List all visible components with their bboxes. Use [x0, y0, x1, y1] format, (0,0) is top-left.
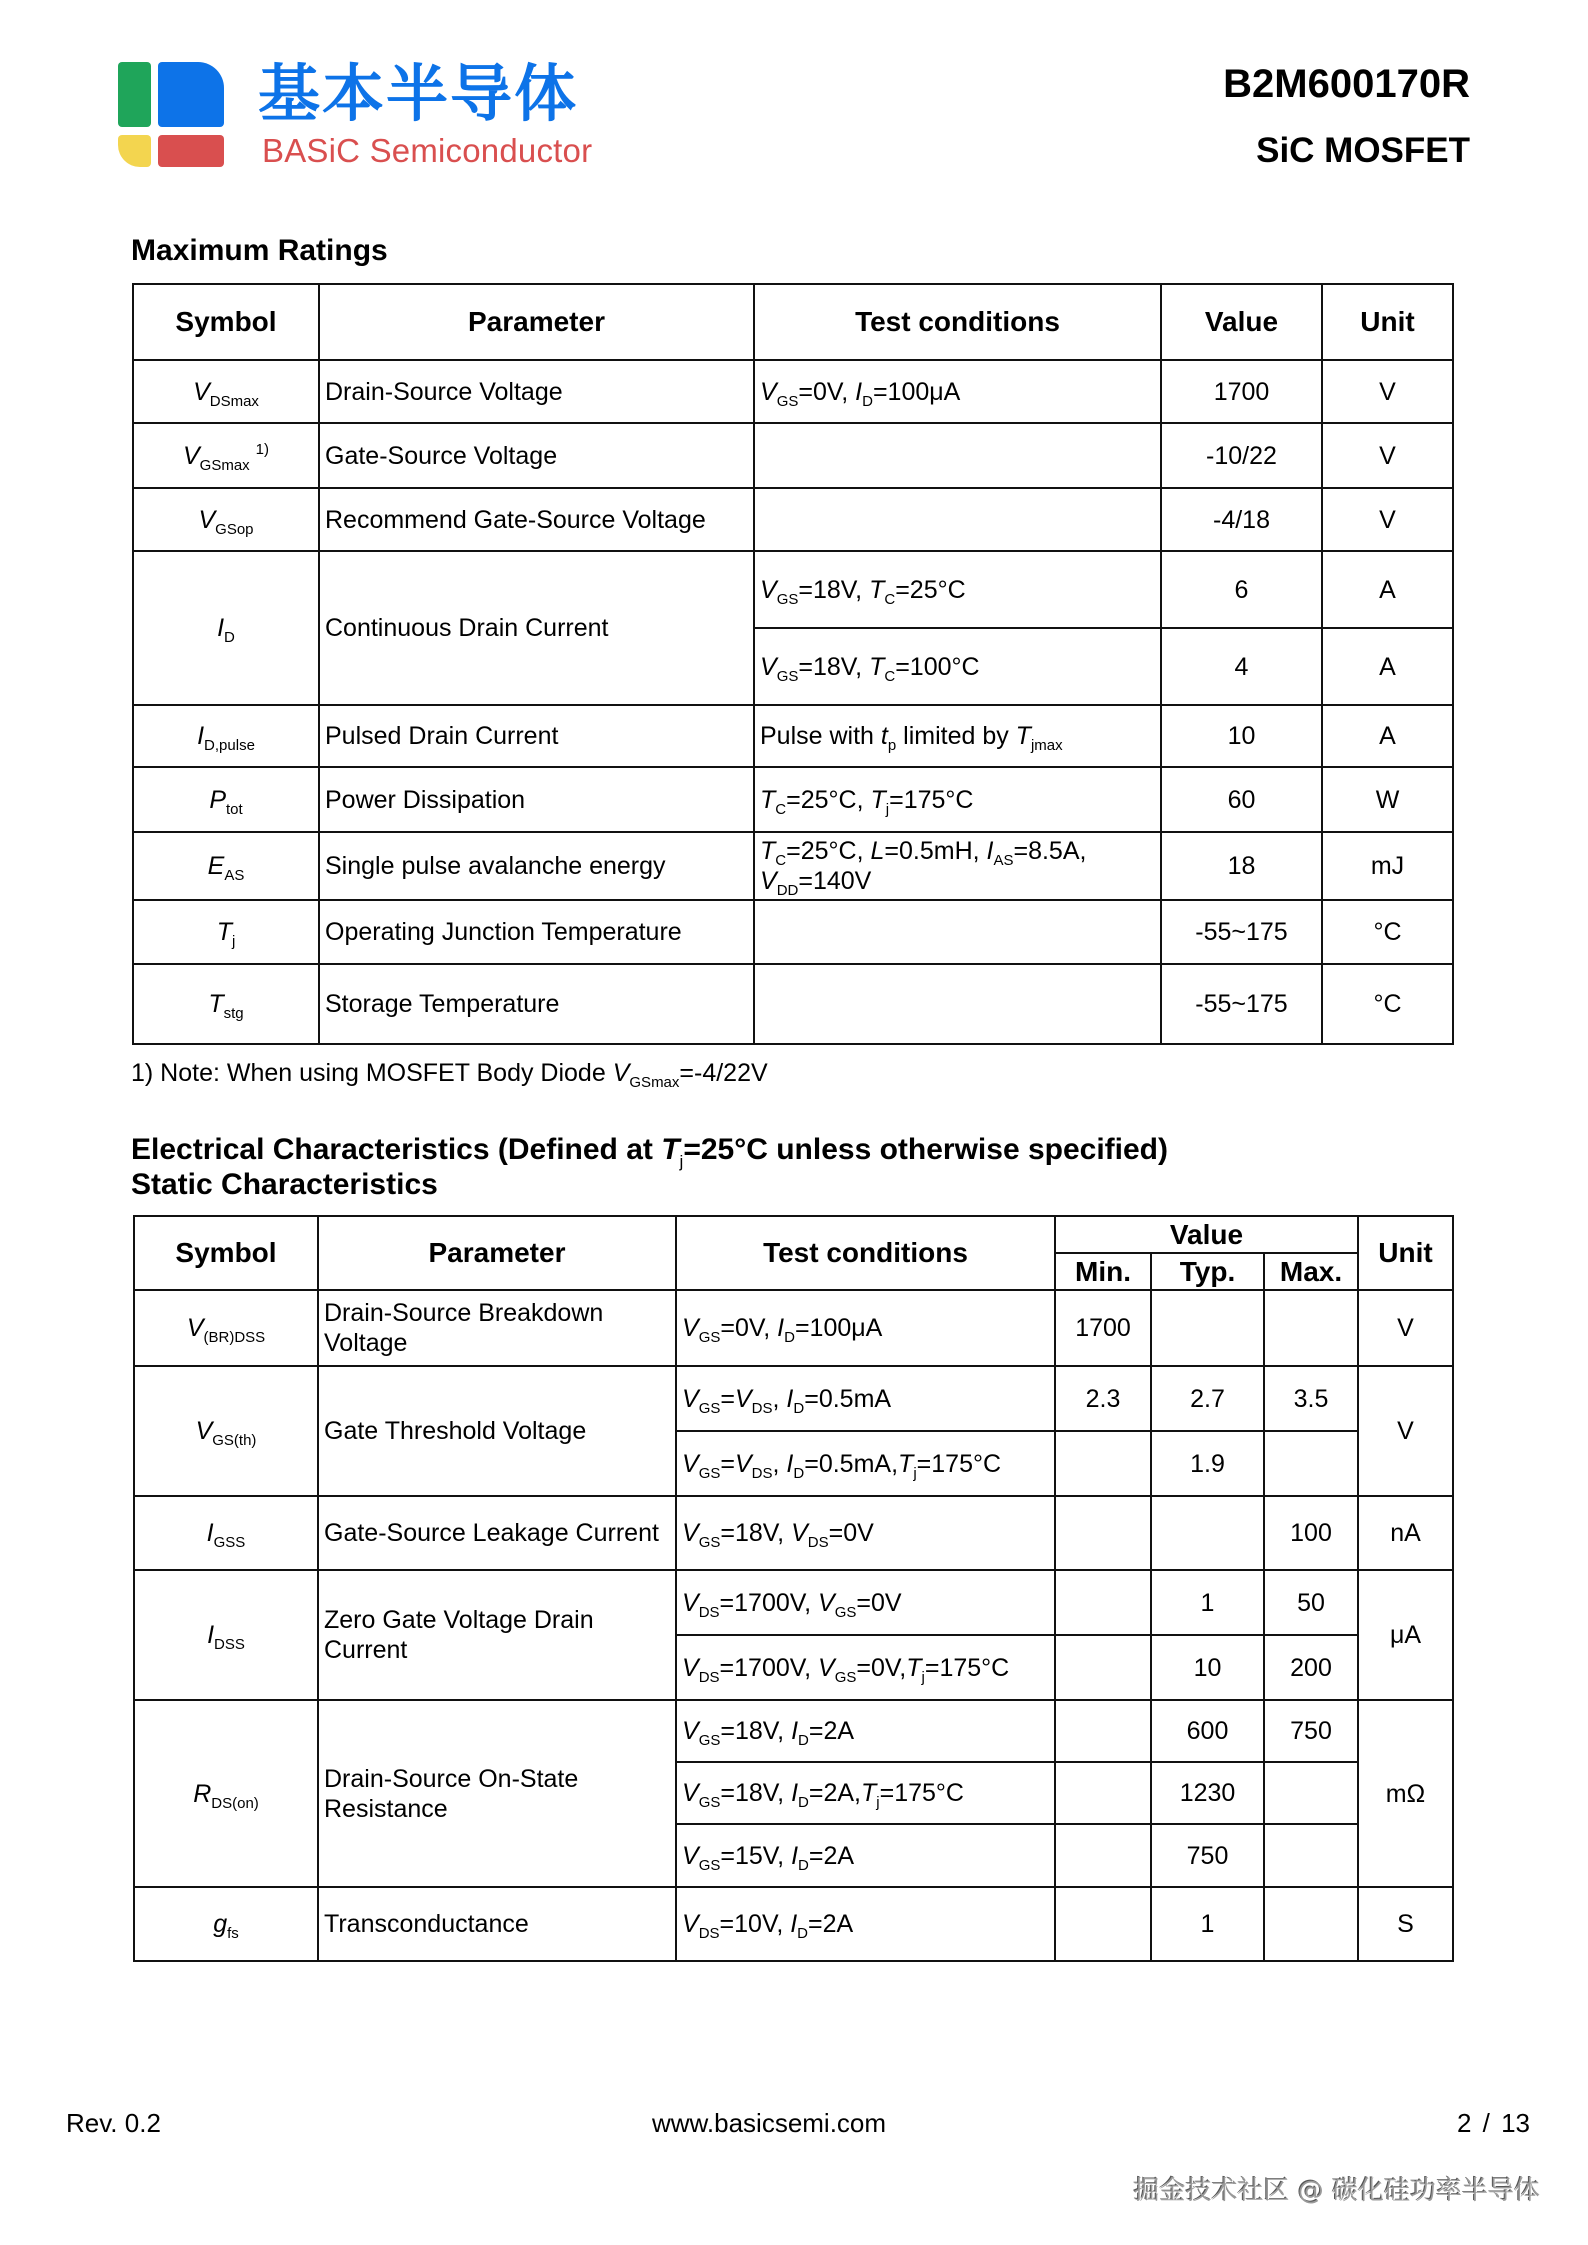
table-row [133, 360, 1453, 423]
table-row [134, 1570, 1453, 1635]
parameter-cell: Zero Gate Voltage Drain Current [318, 1570, 676, 1700]
conditions-cell: $V_{GS}=18V$, $T_C=25^\circ C$ [754, 551, 1161, 628]
min-cell [1055, 1762, 1151, 1824]
max-cell: 750 [1264, 1700, 1358, 1762]
unit-cell: mJ [1322, 832, 1453, 900]
unit-cell: V [1322, 360, 1453, 423]
min-cell: 2.3 [1055, 1366, 1151, 1431]
col-header-test-conditions: Test conditions [676, 1216, 1055, 1290]
logo-english-name: BASiC Semiconductor [262, 132, 593, 169]
symbol-cell: $R_{DS(on)}$ [134, 1700, 318, 1887]
table-row [134, 1887, 1453, 1961]
value-cell: -10/22 [1161, 423, 1322, 488]
conditions-cell: $T_C=25^\circ C$, L=0.5mH, $I_{AS}=8.5A$, $V_{DD}=140V$ [754, 832, 1161, 900]
static-characteristics-subtitle: Static Characteristics [131, 1168, 438, 1201]
page-number: 2 / 13 [1456, 2108, 1530, 2138]
typ-cell: 2.7 [1151, 1366, 1264, 1431]
conditions-cell: $V_{GS}=0V$, $I_D=100\mu A$ [754, 360, 1161, 423]
logo-blue-block-icon [158, 62, 224, 127]
symbol-cell: $V_{DSmax}$ [133, 360, 319, 423]
max-cell: 50 [1264, 1570, 1358, 1635]
parameter-cell: Operating Junction Temperature [319, 900, 754, 964]
min-cell [1055, 1570, 1151, 1635]
max-ratings-table [132, 283, 1454, 1045]
col-header-unit: Unit [1322, 284, 1453, 360]
max-cell: 100 [1264, 1496, 1358, 1570]
unit-cell: °C [1322, 964, 1453, 1044]
conditions-cell: $V_{GS}=V_{DS}$, $I_D=0.5mA$ [676, 1366, 1055, 1431]
table-row [134, 1700, 1453, 1762]
watermark: 掘金技术社区 @ 碳化硅功率半导体 [1133, 2176, 1540, 2206]
col-header-symbol: Symbol [133, 284, 319, 360]
conditions-cell: $V_{GS}=18V$, $I_D=2A,T_j=175^\circ C$ [676, 1762, 1055, 1824]
typ-cell: 1 [1151, 1887, 1264, 1961]
max-cell [1264, 1762, 1358, 1824]
unit-cell: W [1322, 767, 1453, 832]
max-cell [1264, 1824, 1358, 1887]
min-cell [1055, 1824, 1151, 1887]
value-cell: 18 [1161, 832, 1322, 900]
value-cell: 10 [1161, 705, 1322, 767]
electrical-characteristics-title: Electrical Characteristics (Defined at $T_j=25^\circ C$ unless otherwise specified) [131, 1133, 1169, 1171]
unit-cell: nA [1358, 1496, 1453, 1570]
table-row [133, 551, 1453, 628]
symbol-cell: $P_{tot}$ [133, 767, 319, 832]
unit-cell: V [1322, 423, 1453, 488]
part-number: B2M600170R [1223, 62, 1470, 106]
min-cell: 1700 [1055, 1290, 1151, 1366]
symbol-cell: $V_{(BR)DSS}$ [134, 1290, 318, 1366]
value-cell: 4 [1161, 628, 1322, 705]
logo-yellow-block-icon [118, 135, 151, 167]
table-row [133, 488, 1453, 551]
parameter-cell: Recommend Gate-Source Voltage [319, 488, 754, 551]
min-cell [1055, 1700, 1151, 1762]
unit-cell: V [1358, 1366, 1453, 1496]
table-row [134, 1496, 1453, 1570]
table-row [133, 705, 1453, 767]
col-header-value: Value [1161, 284, 1322, 360]
conditions-cell [754, 900, 1161, 964]
col-header-min: Min. [1055, 1253, 1151, 1290]
parameter-cell: Storage Temperature [319, 964, 754, 1044]
conditions-cell: $V_{GS}=V_{DS}$, $I_D=0.5mA,T_j=175^\circ C$ [676, 1431, 1055, 1496]
symbol-cell: $V_{GS(th)}$ [134, 1366, 318, 1496]
company-logo [0, 0, 600, 180]
col-header-unit: Unit [1358, 1216, 1453, 1290]
table-row [134, 1366, 1453, 1431]
conditions-cell: $V_{DS}=1700V$, $V_{GS}=0V$ [676, 1570, 1055, 1635]
max-ratings-title: Maximum Ratings [131, 234, 388, 267]
parameter-cell: Gate-Source Leakage Current [318, 1496, 676, 1570]
conditions-cell: Pulse with $t_p$ limited by $T_{jmax}$ [754, 705, 1161, 767]
value-cell: -55~175 [1161, 964, 1322, 1044]
table-header-row [134, 1216, 1453, 1253]
parameter-cell: Drain-Source Breakdown Voltage [318, 1290, 676, 1366]
col-header-parameter: Parameter [318, 1216, 676, 1290]
symbol-cell: $I_{GSS}$ [134, 1496, 318, 1570]
parameter-cell: Gate Threshold Voltage [318, 1366, 676, 1496]
conditions-cell: $V_{GS}=0V$, $I_D=100\mu A$ [676, 1290, 1055, 1366]
website-link[interactable]: www.basicsemi.com [652, 2108, 887, 2138]
typ-cell: 1230 [1151, 1762, 1264, 1824]
symbol-cell: $V_{GSop}$ [133, 488, 319, 551]
typ-cell: 10 [1151, 1635, 1264, 1700]
conditions-cell: $V_{DS}=10V$, $I_D=2A$ [676, 1887, 1055, 1961]
typ-cell: 600 [1151, 1700, 1264, 1762]
table-row [133, 900, 1453, 964]
typ-cell: 1.9 [1151, 1431, 1264, 1496]
logo-green-block-icon [118, 62, 151, 127]
col-header-parameter: Parameter [319, 284, 754, 360]
typ-cell [1151, 1290, 1264, 1366]
parameter-cell: Drain-Source On-State Resistance [318, 1700, 676, 1887]
unit-cell: A [1322, 628, 1453, 705]
parameter-cell: Transconductance [318, 1887, 676, 1961]
unit-cell: °C [1322, 900, 1453, 964]
min-cell [1055, 1431, 1151, 1496]
symbol-cell: $V_{GSmax}^{1)}$ [133, 423, 319, 488]
conditions-cell: $V_{GS}=15V$, $I_D=2A$ [676, 1824, 1055, 1887]
conditions-cell: $V_{GS}=18V$, $V_{DS}=0V$ [676, 1496, 1055, 1570]
revision-label: Rev. 0.2 [66, 2108, 161, 2138]
conditions-cell [754, 488, 1161, 551]
max-cell [1264, 1431, 1358, 1496]
logo-red-block-icon [158, 135, 224, 167]
unit-cell: V [1358, 1290, 1453, 1366]
unit-cell: mΩ [1358, 1700, 1453, 1887]
value-cell: 1700 [1161, 360, 1322, 423]
max-cell [1264, 1887, 1358, 1961]
logo-chinese-name: 基本半导体 [258, 57, 579, 130]
conditions-cell: $V_{GS}=18V$, $I_D=2A$ [676, 1700, 1055, 1762]
value-cell: -55~175 [1161, 900, 1322, 964]
typ-cell: 750 [1151, 1824, 1264, 1887]
unit-cell: S [1358, 1887, 1453, 1961]
conditions-cell: $T_C=25^\circ C$, $T_j=175^\circ C$ [754, 767, 1161, 832]
col-header-max: Max. [1264, 1253, 1358, 1290]
conditions-cell: $V_{GS}=18V$, $T_C=100^\circ C$ [754, 628, 1161, 705]
value-cell: 60 [1161, 767, 1322, 832]
col-header-symbol: Symbol [134, 1216, 318, 1290]
table-row [133, 423, 1453, 488]
symbol-cell: $I_{D,pulse}$ [133, 705, 319, 767]
unit-cell: A [1322, 705, 1453, 767]
max-ratings-footnote: 1) Note: When using MOSFET Body Diode $V_{GSmax}=-4/22V$ [131, 1059, 768, 1091]
max-cell [1264, 1290, 1358, 1366]
min-cell [1055, 1635, 1151, 1700]
parameter-cell: Continuous Drain Current [319, 551, 754, 705]
col-header-value: Value [1055, 1216, 1358, 1253]
parameter-cell: Pulsed Drain Current [319, 705, 754, 767]
conditions-cell: $V_{DS}=1700V$, $V_{GS}=0V,T_j=175^\circ C$ [676, 1635, 1055, 1700]
unit-cell: μA [1358, 1570, 1453, 1700]
unit-cell: A [1322, 551, 1453, 628]
value-cell: -4/18 [1161, 488, 1322, 551]
conditions-cell [754, 423, 1161, 488]
col-header-typ: Typ. [1151, 1253, 1264, 1290]
symbol-cell: $T_{stg}$ [133, 964, 319, 1044]
unit-cell: V [1322, 488, 1453, 551]
table-row [134, 1290, 1453, 1366]
symbol-cell: $g_{fs}$ [134, 1887, 318, 1961]
max-cell: 200 [1264, 1635, 1358, 1700]
symbol-cell: $T_j$ [133, 900, 319, 964]
parameter-cell: Single pulse avalanche energy [319, 832, 754, 900]
parameter-cell: Drain-Source Voltage [319, 360, 754, 423]
parameter-cell: Gate-Source Voltage [319, 423, 754, 488]
typ-cell: 1 [1151, 1570, 1264, 1635]
symbol-cell: $I_D$ [133, 551, 319, 705]
table-row [133, 964, 1453, 1044]
min-cell [1055, 1887, 1151, 1961]
symbol-cell: $E_{AS}$ [133, 832, 319, 900]
table-row [133, 767, 1453, 832]
max-cell: 3.5 [1264, 1366, 1358, 1431]
static-characteristics-table [133, 1215, 1454, 1962]
min-cell [1055, 1496, 1151, 1570]
parameter-cell: Power Dissipation [319, 767, 754, 832]
value-cell: 6 [1161, 551, 1322, 628]
table-header-row [133, 284, 1453, 360]
symbol-cell: $I_{DSS}$ [134, 1570, 318, 1700]
part-type: SiC MOSFET [1256, 131, 1470, 170]
table-row [133, 832, 1453, 900]
typ-cell [1151, 1496, 1264, 1570]
col-header-test-conditions: Test conditions [754, 284, 1161, 360]
conditions-cell [754, 964, 1161, 1044]
